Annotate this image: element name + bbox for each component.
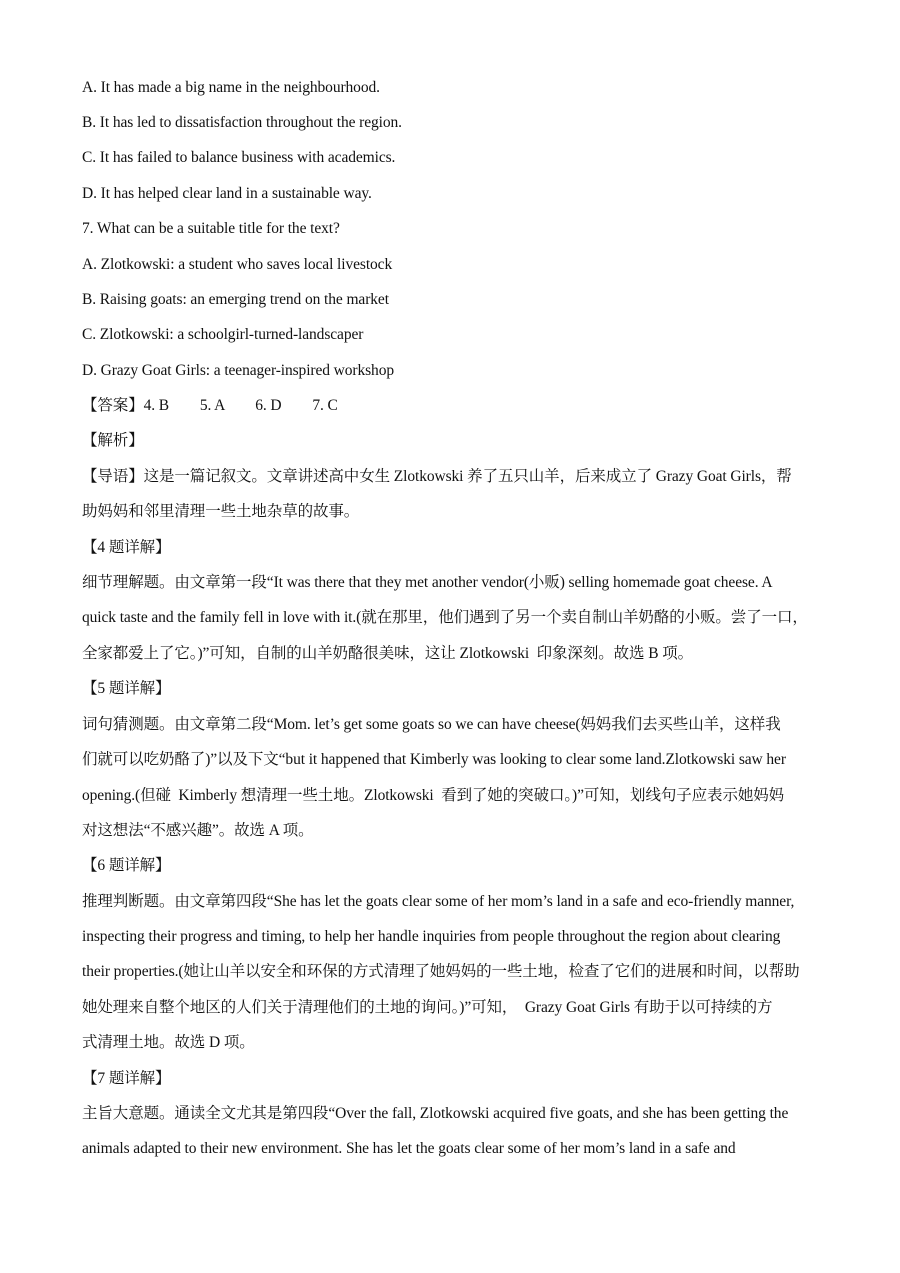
analysis-label: 【解析】: [82, 432, 144, 449]
q6-heading: 【6 题详解】: [82, 857, 171, 874]
q4-line-2: quick taste and the family fell in love with it.(就在那里，他们遇到了另一个卖自制山羊奶酪的小贩。尝了一口，: [82, 609, 808, 626]
q7-heading: 【7 题详解】: [82, 1070, 171, 1087]
option-7d: D. Grazy Goat Girls: a teenager-inspired workshop: [82, 362, 395, 379]
option-7b: B. Raising goats: an emerging trend on the market: [82, 291, 389, 308]
q7-line-2: animals adapted to their new environment. She has let the goats clear some of her mom’s land in a safe and: [82, 1140, 736, 1157]
option-6c: C. It has failed to balance business with academics.: [82, 149, 396, 166]
q5-line-4: 对这想法“不感兴趣”。故选 A 项。: [82, 822, 314, 839]
q6-line-3: their properties.(她让山羊以安全和环保的方式清理了她妈妈的一些土地，检查了它们的进展和时间，以帮助: [82, 963, 800, 980]
option-6a: A. It has made a big name in the neighbourhood.: [82, 79, 380, 96]
q5-line-2: 们就可以吃奶酪了)”以及下文“but it happened that Kimberly was looking to clear some land.Zlotkowski saw her: [82, 751, 786, 768]
intro-line-1: 【导语】这是一篇记叙文。文章讲述高中女生 Zlotkowski 养了五只山羊，后来成立了 Grazy Goat Girls，帮: [82, 468, 792, 485]
intro-line-2: 助妈妈和邻里清理一些土地杂草的故事。: [82, 503, 360, 520]
q6-line-5: 式清理土地。故选 D 项。: [82, 1034, 255, 1051]
option-6d: D. It has helped clear land in a sustainable way.: [82, 185, 372, 202]
q6-line-4: 她处理来自整个地区的人们关于清理他们的土地的询问。)”可知， Grazy Goat Girls 有助于以可持续的方: [82, 999, 773, 1016]
q4-heading: 【4 题详解】: [82, 539, 171, 556]
q6-line-1: 推理判断题。由文章第四段“She has let the goats clear some of her mom’s land in a safe and eco-friendly manner,: [82, 893, 795, 910]
answer-line: 【答案】4. B 5. A 6. D 7. C: [82, 397, 338, 414]
option-7a: A. Zlotkowski: a student who saves local livestock: [82, 256, 393, 273]
question-7-stem: 7. What can be a suitable title for the text?: [82, 220, 340, 237]
q4-line-1: 细节理解题。由文章第一段“It was there that they met another vendor(小贩) selling homemade goat cheese. A: [82, 574, 773, 591]
option-6b: B. It has led to dissatisfaction throughout the region.: [82, 114, 402, 131]
q5-heading: 【5 题详解】: [82, 680, 171, 697]
q4-line-3: 全家都爱上了它。)”可知，自制的山羊奶酪很美味，这让 Zlotkowski 印象深刻。故选 B 项。: [82, 645, 694, 662]
option-7c: C. Zlotkowski: a schoolgirl-turned-landscaper: [82, 326, 364, 343]
q5-line-3: opening.(但碰 Kimberly 想清理一些土地。Zlotkowski 看到了她的突破口。)”可知，划线句子应表示她妈妈: [82, 787, 785, 804]
q6-line-2: inspecting their progress and timing, to help her handle inquiries from people throughout the region about clearing: [82, 928, 781, 945]
q5-line-1: 词句猜测题。由文章第二段“Mom. let’s get some goats so we can have cheese(妈妈我们去买些山羊，这样我: [82, 716, 781, 733]
q7-line-1: 主旨大意题。通读全文尤其是第四段“Over the fall, Zlotkowski acquired five goats, and she has been getting the: [82, 1105, 789, 1122]
